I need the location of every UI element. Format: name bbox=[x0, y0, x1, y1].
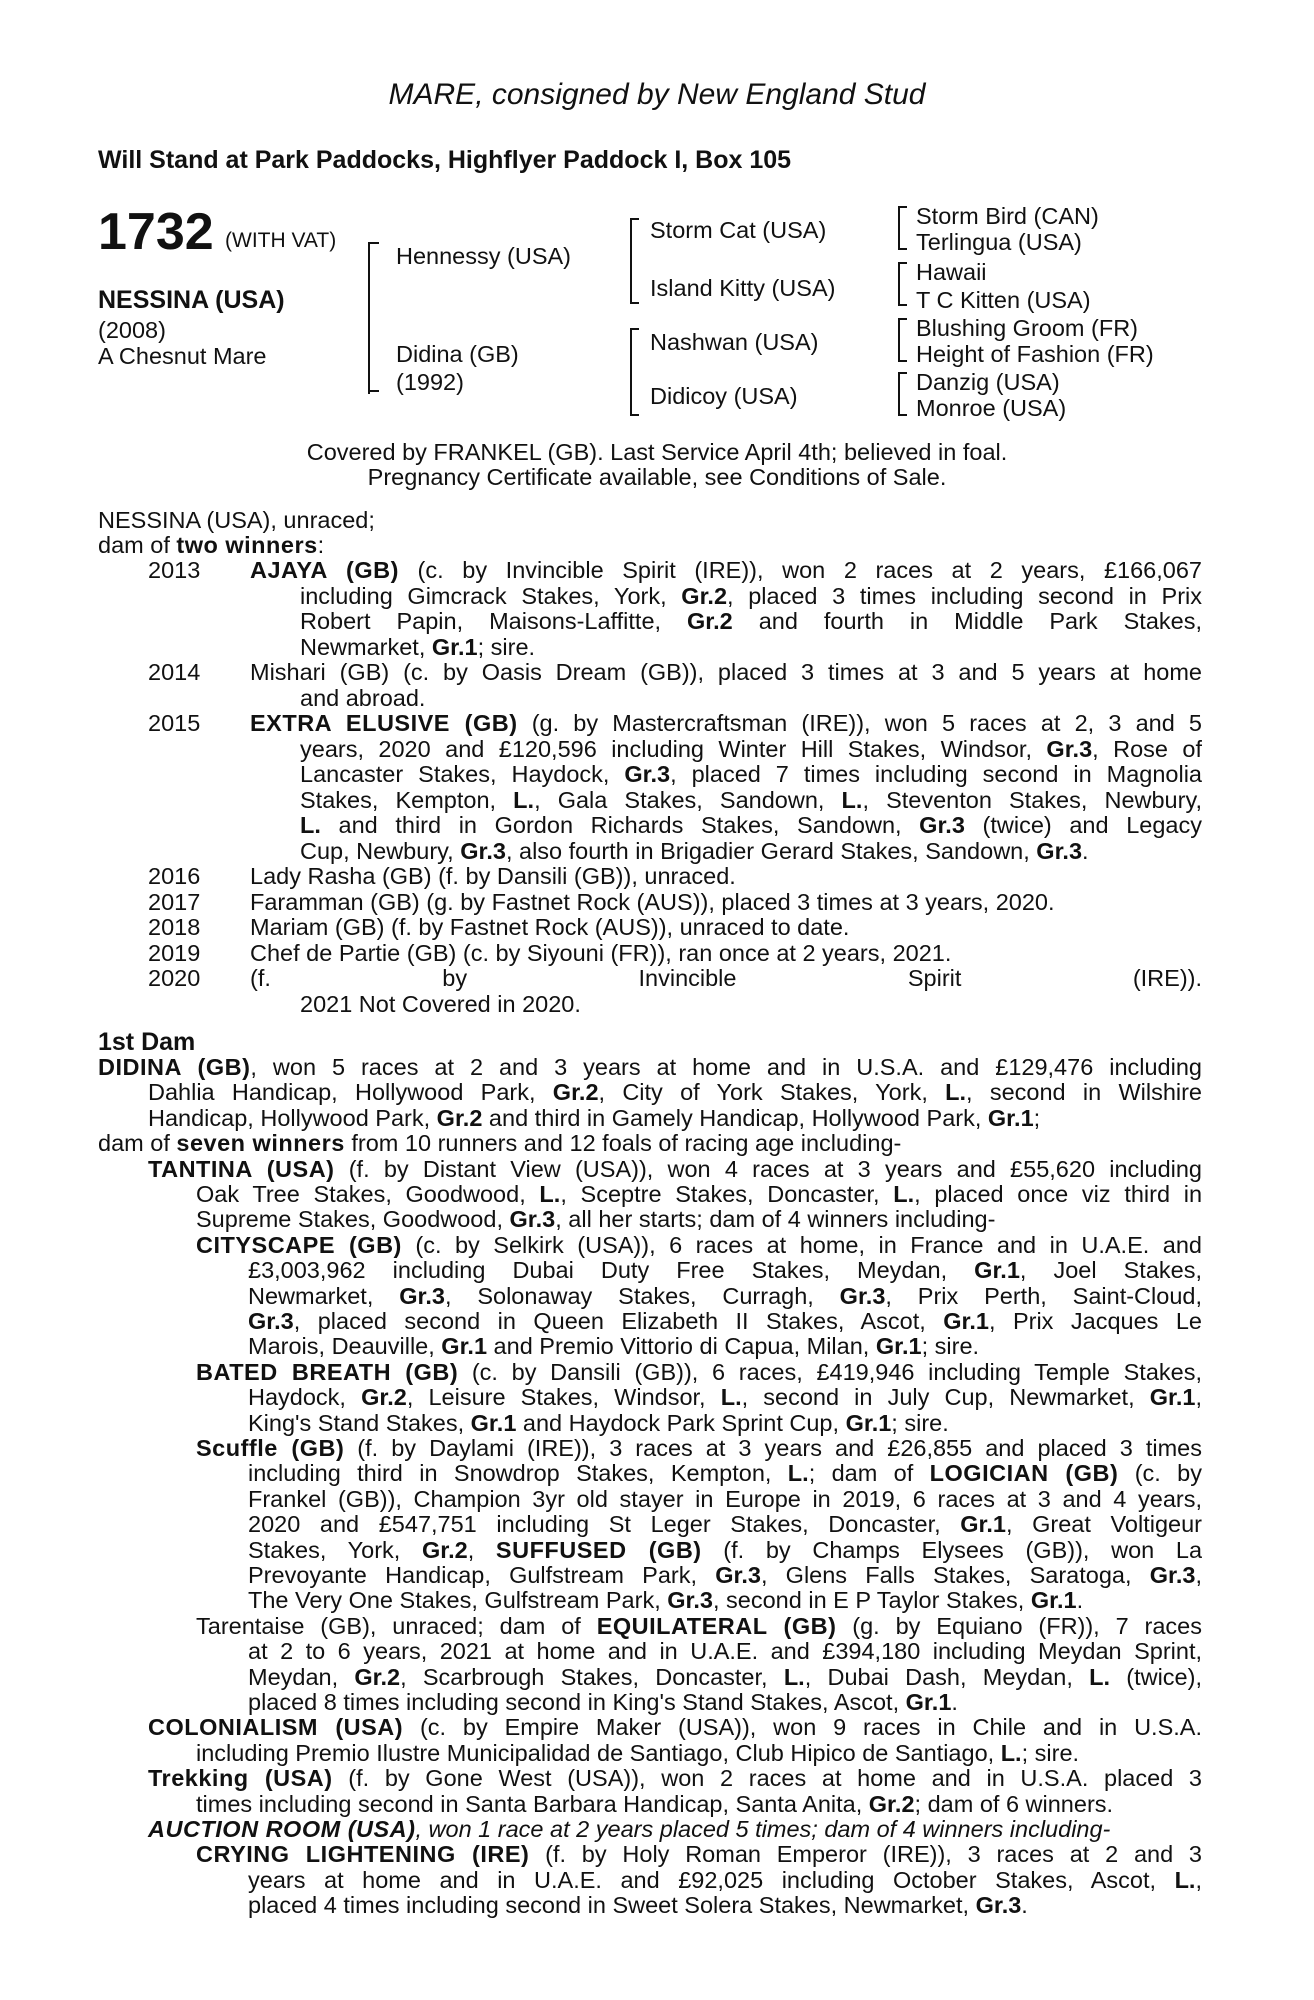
first-dam-line: including Premio Ilustre Municipalidad de Santiago, Club Hipico de Santiago, L.; sire. bbox=[196, 1739, 1080, 1766]
pedigree-dam-year: (1992) bbox=[396, 369, 464, 395]
pedigree-brace-dd bbox=[898, 372, 907, 416]
produce-text-line: including Gimcrack Stakes, York, Gr.2, placed 3 times including second in Prix bbox=[300, 583, 1202, 609]
first-dam-line: CRYING LIGHTENING (IRE) (f. by Holy Roman Emperor (IRE)), 3 races at 2 and 3 bbox=[196, 1842, 1202, 1868]
first-dam-line: at 2 to 6 years, 2021 at home and in U.A.E. and £394,180 including Meydan Sprint, bbox=[248, 1639, 1202, 1665]
dam-of-suffix: : bbox=[317, 532, 325, 558]
first-dam-line: Handicap, Hollywood Park, Gr.2 and third in Gamely Handicap, Hollywood Park, Gr.1; bbox=[148, 1104, 1041, 1131]
intro-line: NESSINA (USA), unraced; bbox=[98, 507, 375, 533]
produce-text-line: 2021 Not Covered in 2020. bbox=[300, 990, 581, 1017]
produce-text-line: Mariam (GB) (f. by Fastnet Rock (AUS)), unraced to date. bbox=[250, 914, 850, 940]
pedigree-dss: Blushing Groom (FR) bbox=[916, 315, 1138, 341]
first-dam-line: Supreme Stakes, Goodwood, Gr.3, all her starts; dam of 4 winners including- bbox=[196, 1206, 996, 1233]
pedigree-dam: Didina (GB) bbox=[396, 341, 519, 367]
produce-text-line: and abroad. bbox=[300, 684, 426, 711]
pedigree-brace-main-lower bbox=[368, 320, 379, 392]
produce-year: 2017 bbox=[148, 888, 201, 915]
produce-text-line: Robert Papin, Maisons-Laffitte, Gr.2 and fourth in Middle Park Stakes, bbox=[300, 609, 1202, 634]
produce-year: 2015 bbox=[148, 710, 201, 736]
produce-text-line: Chef de Partie (GB) (c. by Siyouni (FR)), ran once at 2 years, 2021. bbox=[250, 939, 952, 966]
first-dam-line: times including second in Santa Barbara Handicap, Santa Anita, Gr.2; dam of 6 winners. bbox=[196, 1790, 1114, 1817]
produce-text-line: AJAYA (GB) (c. by Invincible Spirit (IRE)), won 2 races at 2 years, £166,067 bbox=[250, 558, 1202, 583]
catalogue-heading: MARE, consigned by New England Stud bbox=[388, 78, 926, 111]
first-dam-line: Tarentaise (GB), unraced; dam of EQUILATERAL (GB) (g. by Equiano (FR)), 7 races bbox=[196, 1613, 1202, 1639]
dam-of-prefix: dam of bbox=[98, 532, 177, 558]
pregnancy-line: Pregnancy Certificate available, see Conditions of Sale. bbox=[367, 464, 947, 490]
pedigree-sire-dam: Island Kitty (USA) bbox=[650, 275, 836, 301]
pedigree-brace-sd bbox=[898, 262, 907, 306]
pedigree-sds: Hawaii bbox=[916, 259, 987, 285]
first-dam-line: Meydan, Gr.2, Scarbrough Stakes, Doncaster, L., Dubai Dash, Meydan, L. (twice), bbox=[248, 1664, 1202, 1690]
first-dam-line: Oak Tree Stakes, Goodwood, L., Sceptre Stakes, Doncaster, L., placed once viz third in bbox=[196, 1182, 1202, 1207]
first-dam-line: Dahlia Handicap, Hollywood Park, Gr.2, City of York Stakes, York, L., second in Wilshire bbox=[148, 1080, 1202, 1106]
pedigree-brace-ss bbox=[898, 206, 907, 250]
first-dam-line: CITYSCAPE (GB) (c. by Selkirk (USA)), 6 races at home, in France and in U.A.E. and bbox=[196, 1232, 1202, 1258]
produce-year: 2020 bbox=[148, 965, 201, 991]
first-dam-line: COLONIALISM (USA) (c. by Empire Maker (USA)), won 9 races in Chile and in U.S.A. bbox=[148, 1715, 1202, 1741]
vat-note: (WITH VAT) bbox=[225, 229, 337, 252]
pedigree-ddd: Monroe (USA) bbox=[916, 395, 1067, 421]
first-dam-heading: 1st Dam bbox=[98, 1028, 196, 1056]
pedigree-sss: Storm Bird (CAN) bbox=[916, 203, 1099, 229]
first-dam-line: The Very One Stakes, Gulfstream Park, Gr.3, second in E P Taylor Stakes, Gr.1. bbox=[248, 1587, 1084, 1614]
produce-text-line: Lancaster Stakes, Haydock, Gr.3, placed 7 times including second in Magnolia bbox=[300, 762, 1202, 787]
first-dam-line: Gr.3, placed second in Queen Elizabeth II Stakes, Ascot, Gr.1, Prix Jacques Le bbox=[248, 1309, 1202, 1334]
pedigree-brace-ds bbox=[898, 318, 907, 362]
first-dam-line: £3,003,962 including Dubai Duty Free Stakes, Meydan, Gr.1, Joel Stakes, bbox=[248, 1258, 1202, 1284]
first-dam-line: King's Stand Stakes, Gr.1 and Haydock Park Sprint Cup, Gr.1; sire. bbox=[248, 1409, 949, 1436]
mare-description: A Chesnut Mare bbox=[98, 343, 267, 369]
produce-text-line: years, 2020 and £120,596 including Winter Hill Stakes, Windsor, Gr.3, Rose of bbox=[300, 736, 1202, 762]
produce-text-line: L. and third in Gordon Richards Stakes, Sandown, Gr.3 (twice) and Legacy bbox=[300, 813, 1202, 838]
first-dam-line: Trekking (USA) (f. by Gone West (USA)), won 2 races at home and in U.S.A. placed 3 bbox=[148, 1766, 1202, 1792]
first-dam-line: 2020 and £547,751 including St Leger Stakes, Doncaster, Gr.1, Great Voltigeur bbox=[248, 1512, 1202, 1538]
produce-year: 2018 bbox=[148, 914, 201, 940]
produce-text-line: Lady Rasha (GB) (f. by Dansili (GB)), unraced. bbox=[250, 863, 736, 889]
produce-year: 2019 bbox=[148, 939, 201, 966]
produce-text-line: Cup, Newbury, Gr.3, also fourth in Brigadier Gerard Stakes, Sandown, Gr.3. bbox=[300, 837, 1089, 864]
first-dam-line: Marois, Deauville, Gr.1 and Premio Vittorio di Capua, Milan, Gr.1; sire. bbox=[248, 1333, 980, 1360]
first-dam-line: Scuffle (GB) (f. by Daylami (IRE)), 3 races at 3 years and £26,855 and placed 3 times bbox=[196, 1436, 1202, 1461]
pedigree-dds: Danzig (USA) bbox=[916, 369, 1060, 395]
stabling-location: Will Stand at Park Paddocks, Highflyer Paddock I, Box 105 bbox=[98, 146, 792, 174]
winners-count: two winners bbox=[176, 532, 318, 558]
produce-text-line: EXTRA ELUSIVE (GB) (g. by Mastercraftsman (IRE)), won 5 races at 2, 3 and 5 bbox=[250, 711, 1202, 736]
pedigree-sire-sire: Storm Cat (USA) bbox=[650, 217, 827, 243]
pedigree-dam-dam: Didicoy (USA) bbox=[650, 383, 798, 409]
mare-year: (2008) bbox=[98, 317, 166, 343]
produce-text-line: Faramman (GB) (g. by Fastnet Rock (AUS)), placed 3 times at 3 years, 2020. bbox=[250, 888, 1055, 915]
first-dam-line: including third in Snowdrop Stakes, Kempton, L.; dam of LOGICIAN (GB) (c. by bbox=[248, 1461, 1202, 1487]
first-dam-line: years at home and in U.A.E. and £92,025 including October Stakes, Ascot, L., bbox=[248, 1867, 1202, 1893]
first-dam-line: dam of seven winners from 10 runners and 12 foals of racing age including- bbox=[98, 1130, 902, 1157]
lot-number: 1732 bbox=[98, 203, 214, 261]
first-dam-line: Prevoyante Handicap, Gulfstream Park, Gr.3, Glens Falls Stakes, Saratoga, Gr.3, bbox=[248, 1563, 1202, 1588]
first-dam-line: DIDINA (GB), won 5 races at 2 and 3 years at home and in U.S.A. and £129,476 including bbox=[98, 1055, 1202, 1080]
pedigree-brace-sire bbox=[630, 218, 639, 266]
first-dam-line: Stakes, York, Gr.2, SUFFUSED (GB) (f. by Champs Elysees (GB)), won La bbox=[248, 1537, 1202, 1563]
produce-year: 2014 bbox=[148, 659, 201, 685]
pedigree-dsd: Height of Fashion (FR) bbox=[916, 341, 1154, 367]
produce-text-line: (f. by Invincible Spirit (IRE)). bbox=[250, 966, 1202, 991]
first-dam-line: Frankel (GB)), Champion 3yr old stayer in Europe in 2019, 6 races at 3 and 4 years, bbox=[248, 1486, 1202, 1512]
pedigree-brace-sire-lower bbox=[630, 262, 639, 304]
first-dam-line: placed 4 times including second in Sweet Solera Stakes, Newmarket, Gr.3. bbox=[248, 1892, 1028, 1919]
covered-line: Covered by FRANKEL (GB). Last Service April 4th; believed in foal. bbox=[306, 439, 1008, 465]
pedigree-sire: Hennessy (USA) bbox=[396, 243, 571, 269]
pedigree-ssd: Terlingua (USA) bbox=[916, 229, 1082, 255]
first-dam-line: placed 8 times including second in King's Stand Stakes, Ascot, Gr.1. bbox=[248, 1689, 958, 1715]
first-dam-line: BATED BREATH (GB) (c. by Dansili (GB)), 6 races, £419,946 including Temple Stakes, bbox=[196, 1359, 1202, 1385]
pedigree-sdd: T C Kitten (USA) bbox=[916, 287, 1091, 313]
pedigree-brace-dam-lower bbox=[630, 374, 639, 416]
produce-text-line: Mishari (GB) (c. by Oasis Dream (GB)), placed 3 times at 3 and 5 years at home bbox=[250, 660, 1202, 685]
produce-text-line: Newmarket, Gr.1; sire. bbox=[300, 633, 536, 660]
produce-year: 2013 bbox=[148, 557, 201, 583]
dam-of-line bbox=[98, 533, 324, 559]
produce-text-line: Stakes, Kempton, L., Gala Stakes, Sandown, L., Steventon Stakes, Newbury, bbox=[300, 787, 1202, 813]
mare-name: NESSINA (USA) bbox=[98, 286, 285, 314]
first-dam-line: Haydock, Gr.2, Leisure Stakes, Windsor, L., second in July Cup, Newmarket, Gr.1, bbox=[248, 1385, 1202, 1411]
first-dam-line: AUCTION ROOM (USA), won 1 race at 2 years placed 5 times; dam of 4 winners including- bbox=[148, 1816, 1111, 1842]
pedigree-dam-sire: Nashwan (USA) bbox=[650, 329, 819, 355]
first-dam-line: TANTINA (USA) (f. by Distant View (USA)), won 4 races at 3 years and £55,620 including bbox=[148, 1156, 1202, 1182]
first-dam-line: Newmarket, Gr.3, Solonaway Stakes, Curragh, Gr.3, Prix Perth, Saint-Cloud, bbox=[248, 1283, 1202, 1309]
pedigree-brace-dam bbox=[630, 328, 639, 378]
produce-year: 2016 bbox=[148, 863, 201, 889]
